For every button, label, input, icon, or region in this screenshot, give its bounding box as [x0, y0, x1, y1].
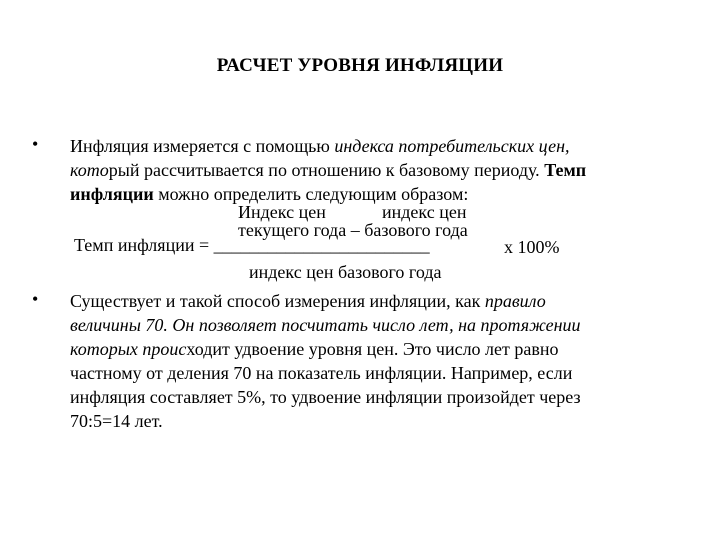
- text-run-italic: правило: [484, 291, 546, 311]
- formula-denominator: индекс цен базового года: [249, 262, 442, 282]
- formula-numerator-label-left: Индекс цен: [238, 202, 326, 222]
- slide-title: РАСЧЕТ УРОВНЯ ИНФЛЯЦИИ: [216, 55, 504, 76]
- paragraph-2-line-3: [70, 338, 559, 360]
- paragraph-2-line-2: величины 70. Он позволяет посчитать число лет, на протяжении: [70, 315, 581, 335]
- bullet-marker: •: [32, 289, 39, 309]
- text-run-italic: индекса потребительских цен,: [334, 136, 570, 156]
- text-run: Инфляция измеряется с помощью: [70, 136, 335, 156]
- text-run: можно определить следующим образом:: [153, 184, 469, 204]
- text-run-bold: инфляции: [70, 184, 154, 204]
- paragraph-2-line-4: частному от деления 70 на показатель инфляции. Например, если: [70, 363, 573, 383]
- formula-lhs: Темп инфляции = ________________________: [74, 235, 430, 255]
- formula-multiplier: х 100%: [504, 237, 560, 257]
- paragraph-2-line-6: 70:5=14 лет.: [70, 411, 163, 431]
- text-run-italic: которых проис: [70, 339, 187, 359]
- formula-numerator-expression: текущего года – базового года: [238, 220, 468, 240]
- formula-numerator-label-right: индекс цен: [382, 202, 467, 222]
- paragraph-1-line-2: [70, 159, 586, 181]
- text-run-italic: кото: [70, 160, 109, 180]
- text-run: ходит удвоение уровня цен. Это число лет равно: [186, 339, 559, 359]
- paragraph-2-line-5: инфляция составляет 5%, то удвоение инфляции произойдет через: [70, 387, 581, 407]
- text-run: Существует и такой способ измерения инфляции, как: [70, 291, 485, 311]
- bullet-marker: •: [32, 134, 39, 154]
- text-run-bold: Темп: [544, 160, 587, 180]
- paragraph-1-line-1: [70, 135, 570, 157]
- paragraph-2-line-1: [70, 290, 546, 312]
- text-run: рый рассчитывается по отношению к базовому периоду.: [108, 160, 545, 180]
